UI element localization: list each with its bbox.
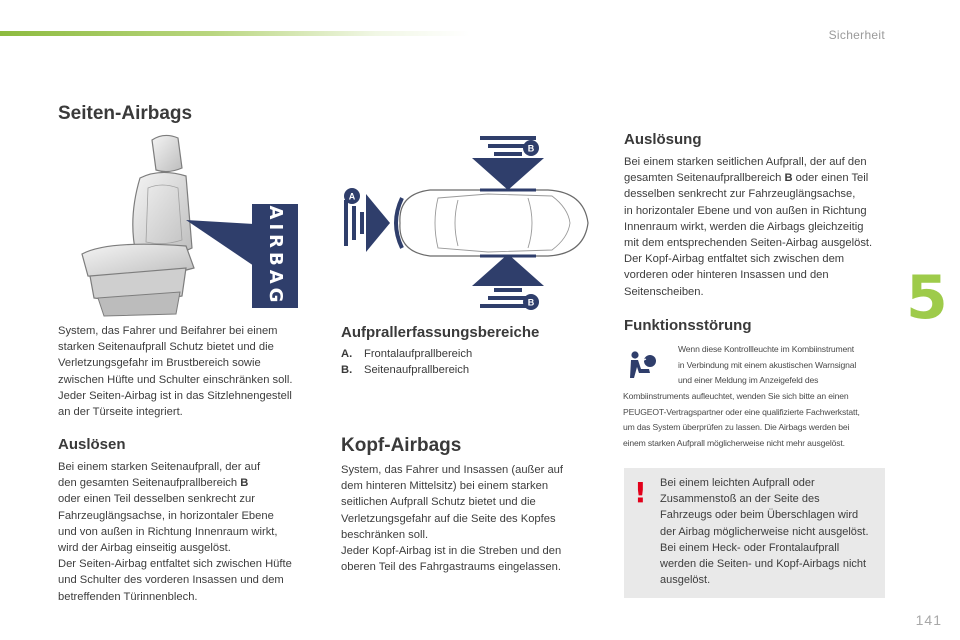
- impact-zones-heading: Aufprallerfassungsbereiche: [341, 324, 540, 341]
- ausloesung-zone-b: B: [784, 172, 793, 185]
- list-item: [341, 363, 472, 379]
- ausloesung-heading: Auslösung: [624, 131, 702, 148]
- label-a: A: [348, 191, 356, 202]
- impact-zones-diagram: [338, 128, 593, 318]
- zone-b-key: B.: [341, 363, 353, 376]
- seat-airbag-illustration: [68, 128, 308, 320]
- funktionsstoerung-heading: Funktionsstörung: [624, 317, 752, 334]
- warning-note-text: Bei einem leichten Aufprall oder Zusammenstoß an der Seite des Fahrzeugs oder beim Überschlagen wird der Airbag möglicherweise nicht ausgelöst. Bei einem Heck- oder Frontalaufprall werden die Seiten- und Kopf-Airbags nicht ausgelöst.: [660, 477, 869, 587]
- page-title: Seiten-Airbags: [58, 103, 193, 124]
- ausloesen-text-1: Bei einem starken Seitenaufprall, der auf den gesamten Seitenaufprallbereich: [58, 461, 261, 490]
- airbag-warning-light-icon: [626, 350, 660, 382]
- header-accent-bar: [0, 31, 470, 36]
- airbag-label: AIRBAG: [265, 205, 286, 307]
- label-b-bottom: B: [527, 297, 535, 308]
- ausloesen-text-2: oder einen Teil desselben senkrecht zur Fahrzeuglängsachse, in horizontaler Ebene und von außen in Richtung Innenraum wirkt, wird der Airbag einseitig ausgelöst. Der Seiten-Airbag entfaltet sich zwischen Hüfte und Schulter des vorderen Insassen und dem betreffenden Türinnenblech.: [58, 493, 292, 603]
- ausloesen-text: [58, 459, 333, 605]
- zone-b-text: Seitenaufprallbereich: [364, 363, 470, 376]
- label-b-top: B: [527, 143, 535, 154]
- side-airbag-intro: System, das Fahrer und Beifahrer bei einem starken Seitenaufprall Schutz bietet und die Verletzungsgefahr im Brustbereich sowie zwischen Hüfte und Schulter einschränken soll. Jeder Seiten-Airbag ist in das Sitzlehnengestell an der Türseite integriert.: [58, 325, 293, 419]
- page-number: 141: [915, 612, 942, 628]
- impact-zones-list: [341, 347, 472, 378]
- ausloesen-zone-b: B: [240, 477, 249, 490]
- warning-exclamation-icon: !: [634, 476, 647, 509]
- warning-note-box: [624, 468, 885, 598]
- stoerung-text-b: Kombiinstruments aufleuchtet, wenden Sie sich bitte an einen PEUGEOT-Vertragspartner oder eine qualifizierte Fachwerkstatt, um das System überprüfen zu lassen. Die Airbags werden bei einem starken Aufprall möglicherweise nicht mehr ausgelöst.: [623, 391, 860, 448]
- ausloesen-heading: Auslösen: [58, 436, 126, 453]
- ausloesung-text-2: oder einen Teil desselben senkrecht zur Fahrzeuglängsachse, in horizontaler Ebene und von außen in Richtung Innenraum wirkt, werden die Airbags gleichzeitig mit dem entsprechenden Seiten-Airbag ausgelöst. Der Kopf-Airbag entfaltet sich zwischen dem vorderen oder hinteren Insassen und den Seitenscheiben.: [624, 172, 873, 298]
- section-title: Sicherheit: [828, 28, 885, 42]
- kopf-airbags-title: Kopf-Airbags: [341, 435, 462, 456]
- kopf-airbags-text: System, das Fahrer und Insassen (außer auf dem hinteren Mittelsitz) bei einem starken seitlichen Aufprall Schutz bietet und die Verletzungsgefahr auf die Seite des Kopfes beschränken soll. Jeder Kopf-Airbag ist in die Streben und den oberen Teil des Fahrgastraums eingelassen.: [341, 464, 563, 574]
- ausloesung-text-1: Bei einem starken seitlichen Aufprall, der auf den gesamten Seitenaufprallbereich: [624, 156, 867, 185]
- zone-a-text: Frontalaufprallbereich: [364, 348, 473, 360]
- stoerung-text-a: Wenn diese Kontrollleuchte im Kombiinstrument in Verbindung mit einem akustischen Warnsignal und einer Meldung im Anzeigefeld des: [678, 344, 857, 385]
- list-item: [341, 347, 472, 363]
- chapter-number: 5: [906, 263, 948, 333]
- zone-a-key: A.: [341, 348, 353, 360]
- ausloesung-text: [624, 154, 894, 300]
